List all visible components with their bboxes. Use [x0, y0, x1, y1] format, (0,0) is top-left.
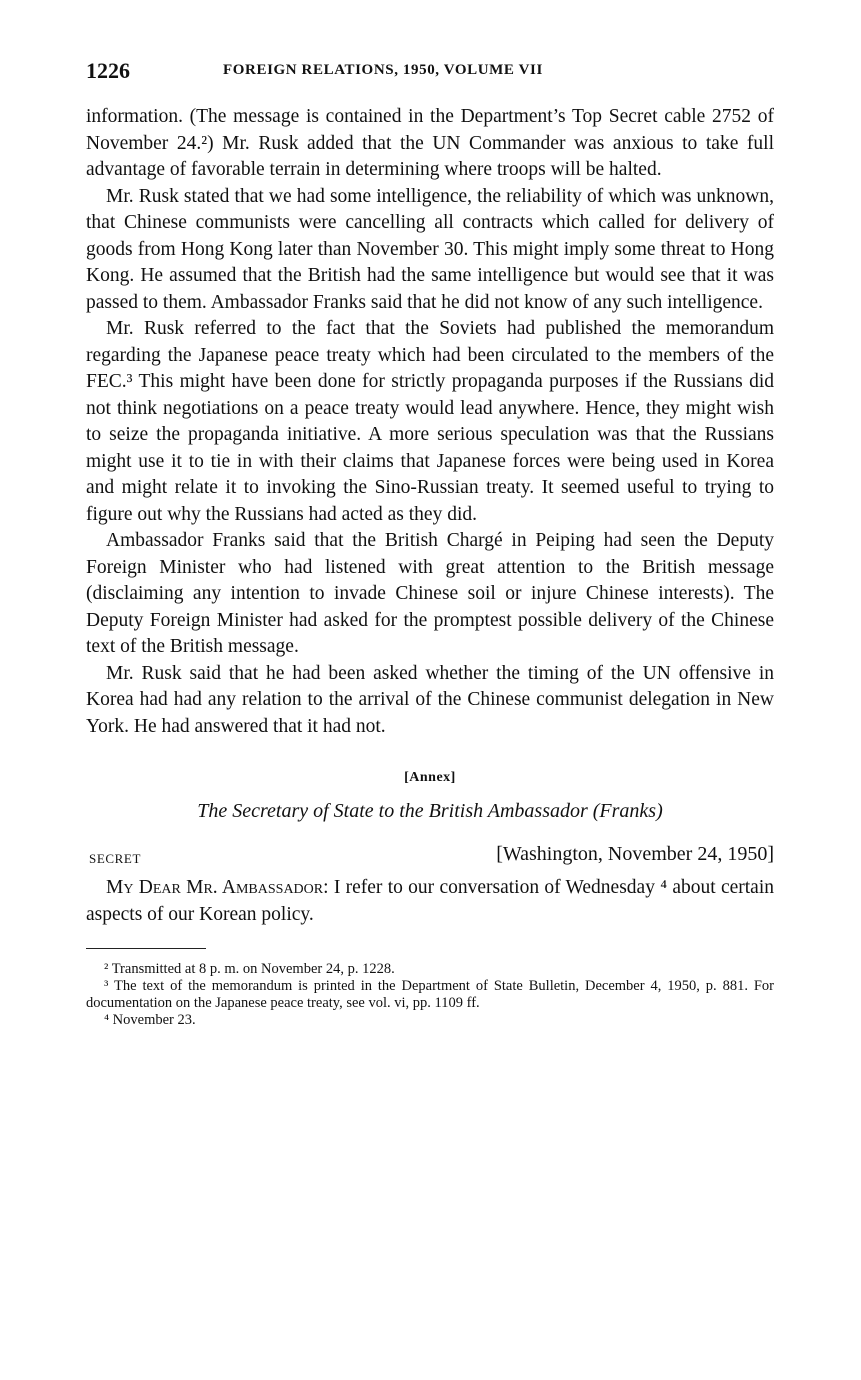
footnote-rule [86, 948, 206, 949]
paragraph: Mr. Rusk stated that we had some intelligence, the reliability of which was unknown, that Chinese communists were cancelling all contracts which called for delivery of goods from Hong Kong later than November 30. This might imply some threat to Hong Kong. He assumed that the British had the same intelligence but would see that it was passed to them. Ambassador Franks said that he did not know of any such intelligence. [86, 185, 774, 313]
salutation-lead: My Dear Mr. Ambassador [106, 877, 324, 898]
classification-label: SECRET [89, 851, 141, 866]
running-head-title: FOREIGN RELATIONS, 1950, VOLUME VII [223, 62, 543, 78]
running-head [86, 58, 774, 92]
body-text [86, 104, 774, 740]
annex-label: [Annex] [404, 770, 456, 785]
classification-line [86, 843, 774, 871]
footnotes [86, 961, 774, 1029]
salutation-text: : I refer to our conversation of Wednesday ⁴ about certain aspects of our Korean policy. [86, 877, 774, 925]
paragraph: information. (The message is contained in the Department’s Top Secret cable 2752 of November 24.²) Mr. Rusk added that the UN Commander was anxious to take full advantage of favorable terrain in determining where troops will be halted. [86, 106, 774, 180]
page-number: 1226 [86, 58, 130, 83]
footnote: ² Transmitted at 8 p. m. on November 24, p. 1228. [104, 960, 395, 977]
footnote: ⁴ November 23. [104, 1011, 196, 1028]
footnote: ³ The text of the memorandum is printed in the Department of State Bulletin, December 4, 1950, p. 881. For documentation on the Japanese peace treaty, see vol. vi, pp. 1109 ff. [86, 977, 774, 1011]
paragraph: Ambassador Franks said that the British Chargé in Peiping had seen the Deputy Foreign Minister who had listened with great attention to the British message (disclaiming any intention to invade Chinese soil or injure Chinese interests). The Deputy Foreign Minister had asked for the promptest possible delivery of the Chinese text of the British message. [86, 530, 774, 657]
paragraph: Mr. Rusk referred to the fact that the Soviets had published the memorandum regarding the Japanese peace treaty which had been circulated to the members of the FEC.³ This might have been done for strictly propaganda purposes if the Russians did not think negotiations on a peace treaty would lead anywhere. Hence, they might wish to seize the propaganda initiative. A more serious speculation was that the Russians might use it to tie in with their claims that Japanese forces were being used in Korea and might relate it to invoking the Sino-Russian treaty. It seemed useful to trying to figure out why the Russians had acted as they did. [86, 318, 774, 525]
paragraph: Mr. Rusk said that he had been asked whether the timing of the UN offensive in Korea had had any relation to the arrival of the Chinese communist delegation in New York. He had answered that it had not. [86, 662, 774, 737]
document-page [86, 58, 774, 1029]
annex-title: The Secretary of State to the British Ambassador (Franks) [197, 800, 663, 822]
dateline: [Washington, November 24, 1950] [496, 843, 774, 865]
salutation [86, 875, 774, 928]
